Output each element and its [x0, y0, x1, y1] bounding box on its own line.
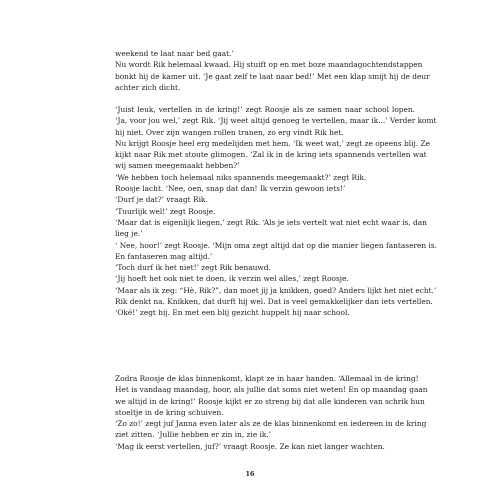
text-line: kijkt naar Rik met stoute glimogen. ‘Zal ik in de kring iets spannends vertellen wat: [115, 150, 427, 160]
text-line: Rik denkt na. Knikken, dat durft hij wel. Dat is veel gemakkelijker dan iets vertellen.: [115, 297, 433, 307]
paragraph-1: [115, 48, 430, 93]
text-line: stoeltje in de kring schuiven.: [115, 407, 224, 417]
text-line: weekend te laat naar bed gaat.’: [115, 49, 234, 58]
text-line: ziet zitten. ‘Jullie hebben er zin in, zie ik.’: [115, 430, 272, 440]
text-line: ‘Zo zo!’ zegt juf Janna even later als ze de klas binnenkomt en iedereen in de kring: [115, 419, 427, 429]
text-line: wij samen meegemaakt hebben?’: [115, 161, 240, 171]
text-line: ‘Mag ik eerst vertellen, juf?’ vraagt Roosje. Ze kan niet langer wachten.: [115, 441, 385, 451]
page-number: 16: [245, 470, 255, 478]
text-line: ‘Tuurlijk wel!’ zegt Roosje.: [115, 206, 216, 216]
text-line: ‘We hebben toch helemaal niks spannends meegemaakt?’ zegt Rik.: [115, 172, 367, 182]
text-line: ‘Maar als ik zeg: “Hè, Rik?”, dan moet jij ja knikken, goed? Anders lijkt het niet echt.’: [115, 285, 437, 295]
text-line: ‘Maar dat is eigenlijk liegen,’ zegt Rik. ‘Als je iets vertelt wat niet echt waar is, dan: [115, 217, 427, 227]
text-line: ‘Jij hoeft het ook niet te doen, ik verzin wel alles,’ zegt Roosje.: [115, 274, 349, 284]
text-line: lieg je.’: [115, 229, 143, 239]
text-line: Roosje lacht. ‘Nee, oen, snap dat dan! Ik verzin gewoon iets!’: [115, 184, 346, 194]
text-line: Zodra Roosje de klas binnenkomt, klapt ze in haar handen. ‘Allemaal in de kring!: [115, 374, 419, 383]
text-line: achter zich dicht.: [115, 82, 181, 92]
text-line: Nu krijgt Roosje heel erg medelijden met hem. ‘Ik weet wat,’ zegt ze opeens blij. Ze: [115, 138, 430, 148]
text-line: ‘Ja, voor jou wel,’ zegt Rik. ‘Jij weet altijd genoeg te vertellen, maar ik...’ Verder komt: [115, 116, 437, 126]
text-line: ‘Toch durf ik het niet!’ zegt Rik benauwd.: [115, 263, 271, 273]
text-line: Het is vandaag maandag, hoor, als jullie dat soms niet weten! En op maandag gaan: [115, 385, 428, 395]
paragraph-3: [115, 373, 428, 452]
text-line: Nu wordt Rik helemaal kwaad. Hij stuift op en met boze maandagochtendstappen: [115, 60, 423, 70]
text-line: hij niet. Over zijn wangen rollen tranen, zo erg vindt Rik het.: [115, 127, 344, 137]
text-line: ‘Juist leuk, vertellen in de kring!’ zegt Roosje als ze samen naar school lopen.: [115, 105, 415, 114]
text-line: ‘Durf je dat?’ vraagt Rik.: [115, 195, 208, 205]
text-line: ‘Oké!’ zegt hij. En met een blij gezicht huppelt hij naar school.: [115, 308, 350, 318]
text-line: ‘ Nee, hoor!’ zegt Roosje. ‘Mijn oma zegt altijd dat op die manier liegen fantaseren is.: [115, 240, 437, 250]
paragraph-2: [115, 104, 437, 319]
text-line: En fantaseren mag altijd.’: [115, 251, 213, 261]
text-line: bonkt hij de kamer uit. ‘Je gaat zelf te laat naar bed!’ Met een klap smijt hij de deur: [115, 71, 430, 81]
text-line: we altijd in de kring!’ Roosje kijkt er zo streng bij dat alle kinderen van schrik hun: [115, 396, 425, 406]
